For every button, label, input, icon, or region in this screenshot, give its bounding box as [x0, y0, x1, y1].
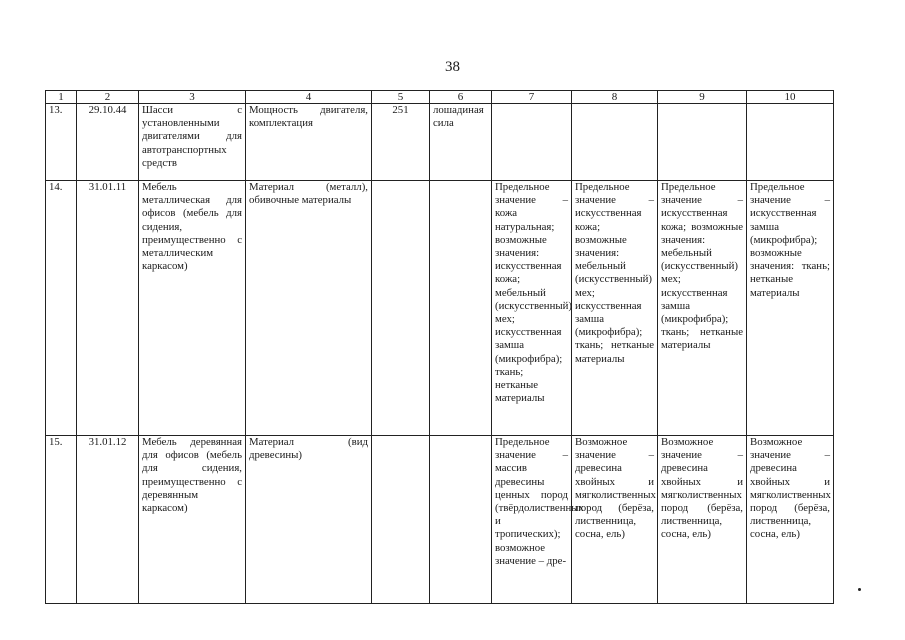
value-col-9: Возможное значение – древесина хвойных и мягколиственных пород (берёза, лиственница, сосна, ель): [658, 436, 747, 604]
header-cell: 4: [246, 91, 372, 104]
row-number: 14.: [46, 181, 77, 436]
value-col-8: Возможное значение – древесина хвойных и мягколиственных пород (берёза, лиственница, сосна, ель): [572, 436, 658, 604]
header-cell: 3: [139, 91, 246, 104]
header-cell: 2: [77, 91, 139, 104]
value-col-10: [747, 104, 834, 181]
unit-name: [430, 181, 492, 436]
value-col-9: Предельное значение – искусственная кожа; возможные значения: мебельный (искусственный) мех; искусственная замша (микрофибра); ткань; нетканые материалы: [658, 181, 747, 436]
header-cell: 7: [492, 91, 572, 104]
header-cell: 8: [572, 91, 658, 104]
unit-name: [430, 436, 492, 604]
product-name: Мебель деревянная для офисов (мебель для сидения, преимущественно с деревянным каркасом): [139, 436, 246, 604]
unit-name: лошадиная сила: [430, 104, 492, 181]
header-cell: 1: [46, 91, 77, 104]
value-col-7: [492, 104, 572, 181]
value-col-8: Предельное значение – искусственная кожа; возможные значения: мебельный (искусственный) мех; искусственная замша (микрофибра); ткань; нетканые материалы: [572, 181, 658, 436]
characteristic: Материал (металл), обивочные материалы: [246, 181, 372, 436]
header-cell: 10: [747, 91, 834, 104]
header-cell: 9: [658, 91, 747, 104]
scan-speck: [858, 588, 861, 591]
unit-code: 251: [372, 104, 430, 181]
unit-code: [372, 181, 430, 436]
okpd-code: 31.01.12: [77, 436, 139, 604]
table-row: [46, 104, 834, 181]
product-name: Шасси с установленными двигателями для автотранспортных средств: [139, 104, 246, 181]
row-number: 15.: [46, 436, 77, 604]
header-cell: 5: [372, 91, 430, 104]
characteristic: Материал (вид древесины): [246, 436, 372, 604]
page-number: 38: [445, 59, 460, 75]
value-col-10: Предельное значение – искусственная замша (микрофибра); возможные значения: ткань; нетканые материалы: [747, 181, 834, 436]
table-row: [46, 181, 834, 436]
product-name: Мебель металлическая для офисов (мебель для сидения, преимущественно с металлическим каркасом): [139, 181, 246, 436]
okpd-code: 29.10.44: [77, 104, 139, 181]
value-col-7: Предельное значение – кожа натуральная; возможные значения: искусственная кожа; мебельный (искусственный) мех; искусственная замша (микрофибра); ткань; нетканые материалы: [492, 181, 572, 436]
row-number: 13.: [46, 104, 77, 181]
value-col-7: Предельное значение – массив древесины ценных пород (твёрдолиственных и тропических); возможное значение – дре-: [492, 436, 572, 604]
value-col-10: Возможное значение – древесина хвойных и мягколиственных пород (берёза, лиственница, сосна, ель): [747, 436, 834, 604]
okpd-code: 31.01.11: [77, 181, 139, 436]
requirements-table: [45, 90, 834, 604]
header-row: [46, 91, 834, 104]
unit-code: [372, 436, 430, 604]
value-col-9: [658, 104, 747, 181]
header-cell: 6: [430, 91, 492, 104]
value-col-8: [572, 104, 658, 181]
table-row: [46, 436, 834, 604]
characteristic: Мощность двигателя, комплектация: [246, 104, 372, 181]
